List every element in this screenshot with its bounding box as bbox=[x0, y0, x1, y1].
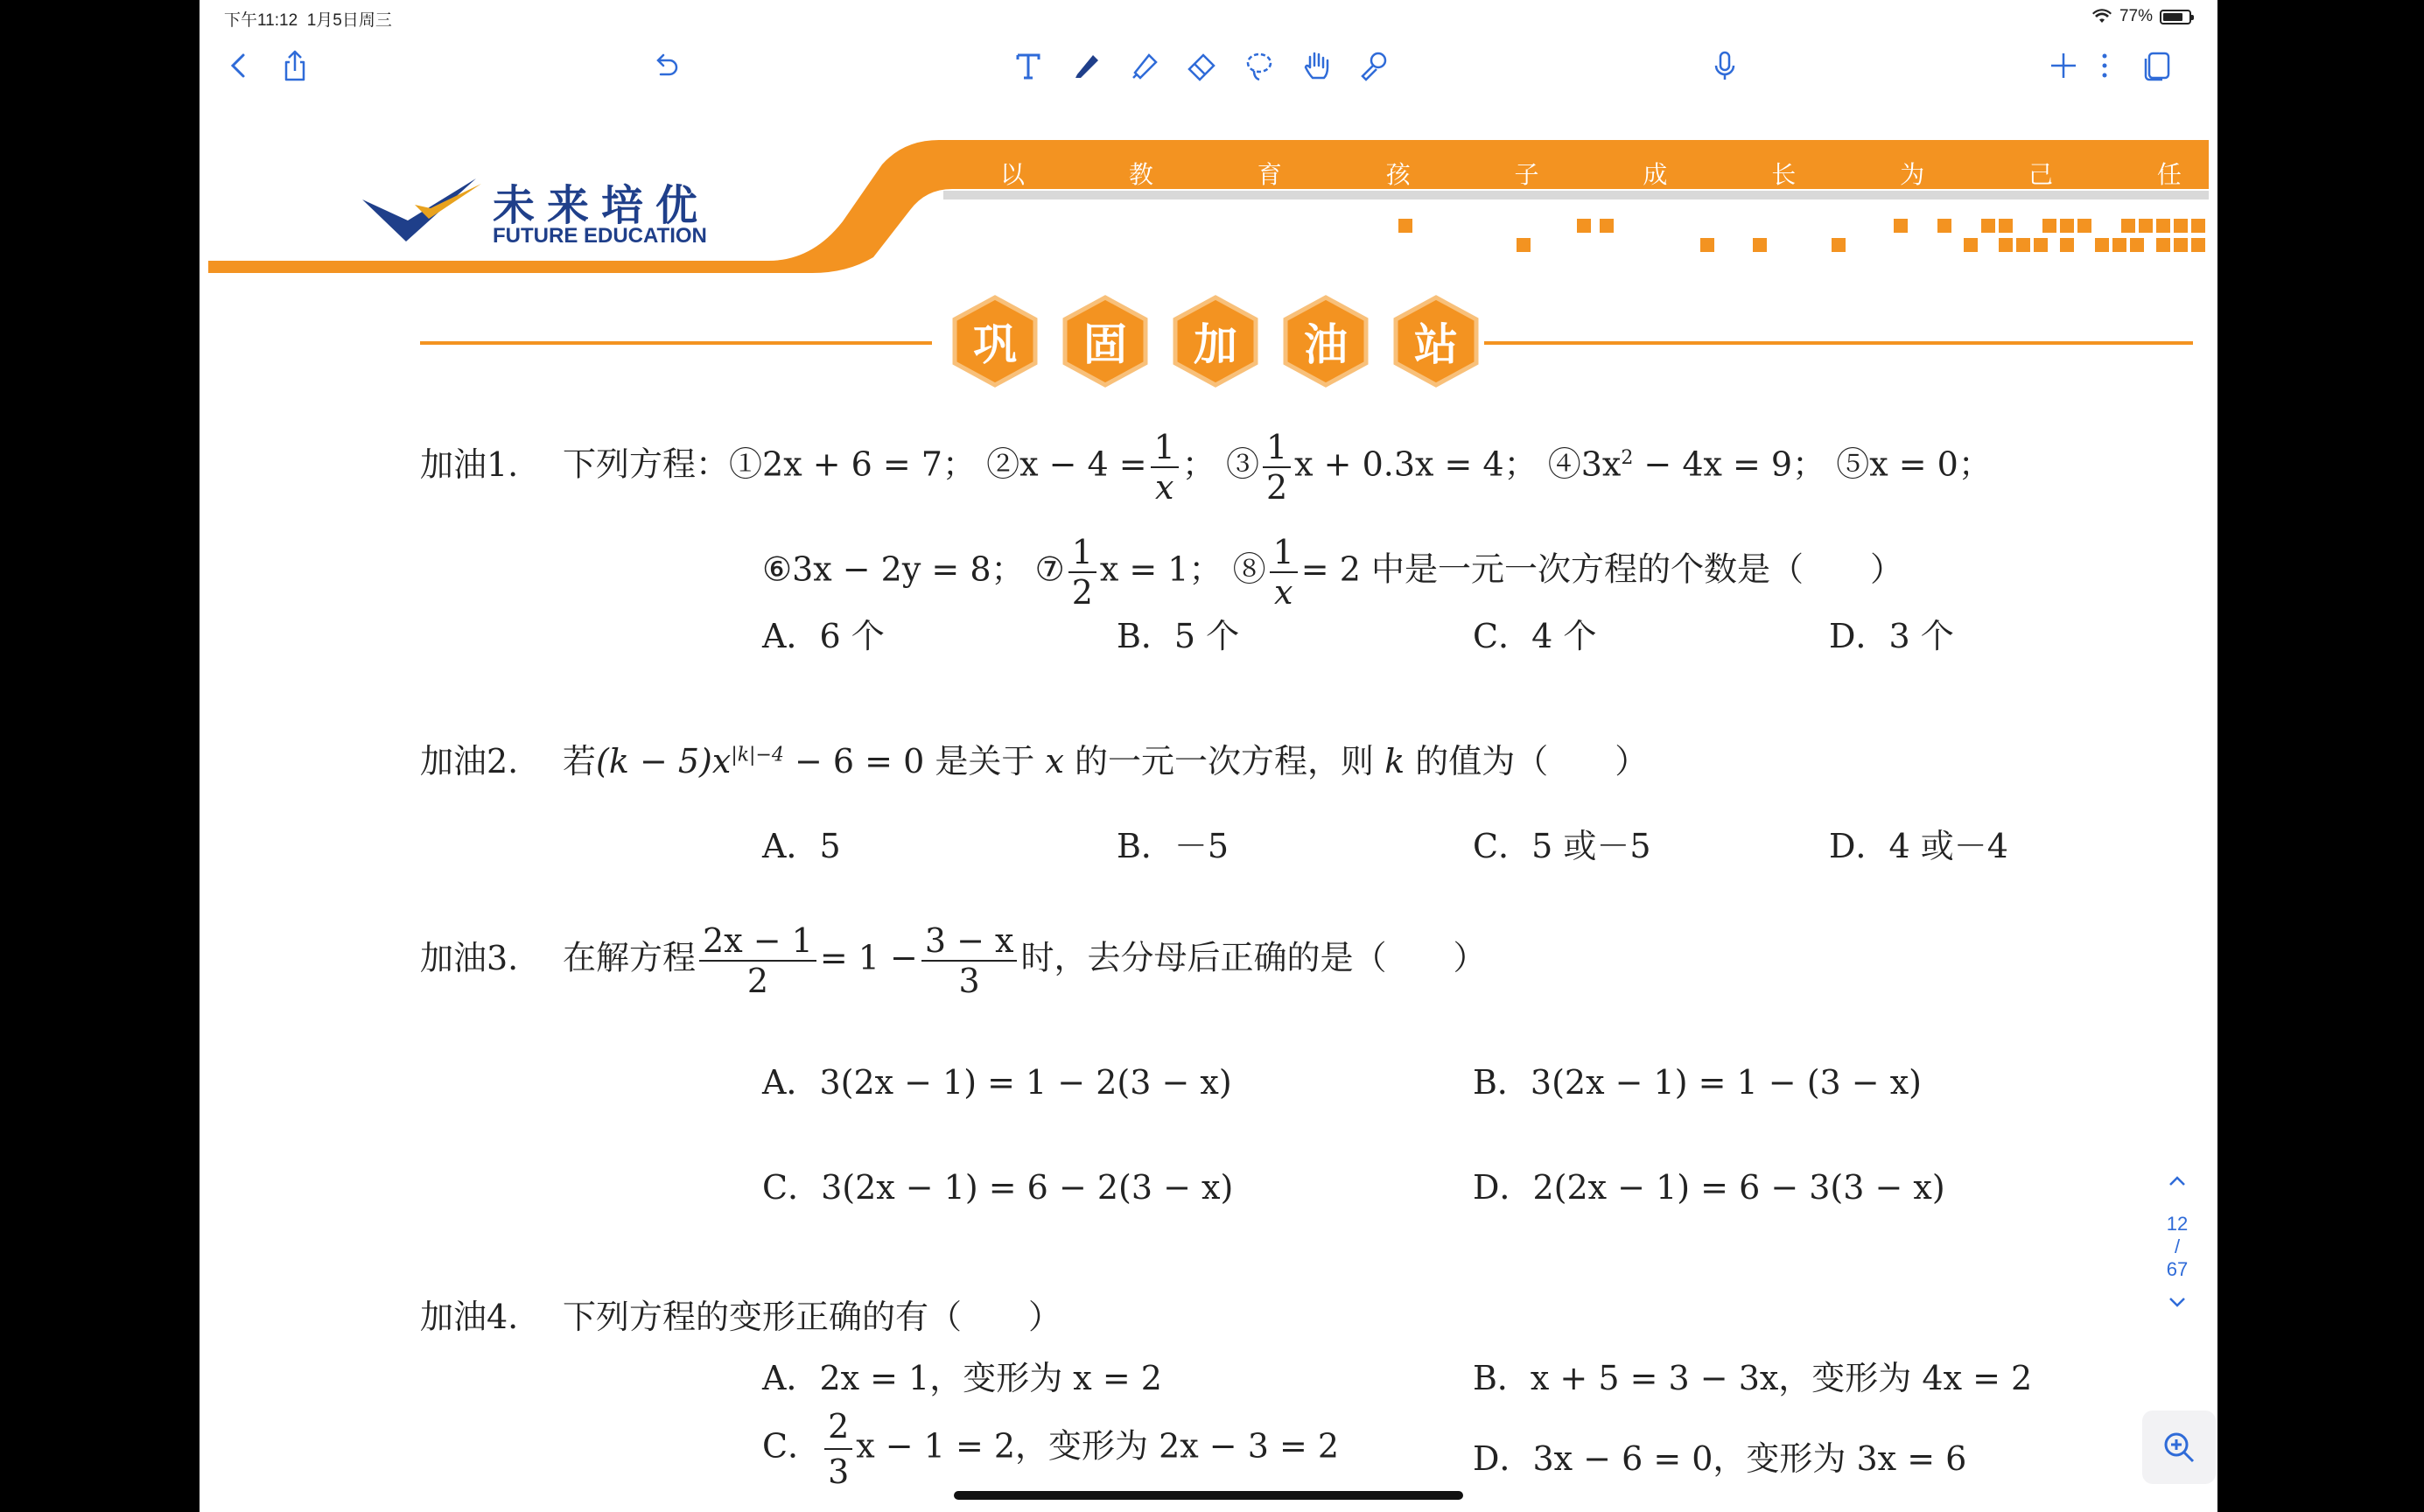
equation: 3x − 2y = 8； bbox=[792, 550, 1025, 589]
item-number: ① bbox=[729, 444, 763, 484]
section-title bbox=[948, 294, 1483, 388]
fraction: $\frac{2x - 1}{2}$ bbox=[699, 924, 816, 998]
status-bar bbox=[200, 0, 2217, 35]
highlighter-tool-button[interactable] bbox=[1120, 42, 1167, 89]
zoom-in-icon bbox=[2160, 1428, 2198, 1466]
add-icon bbox=[2046, 48, 2081, 83]
equation: x = 1； bbox=[1099, 550, 1223, 589]
equation: x bbox=[711, 742, 732, 780]
fraction: $\frac{1}{2}$ bbox=[1263, 430, 1291, 504]
logo-checkmark-icon bbox=[362, 175, 485, 245]
back-button[interactable] bbox=[215, 42, 263, 89]
laser-pointer-button[interactable] bbox=[1351, 42, 1398, 89]
document-page[interactable] bbox=[200, 102, 2217, 1512]
slogan-char: 孩 bbox=[1385, 160, 1411, 189]
section-hex: 油 bbox=[1279, 294, 1373, 388]
equation: 3x bbox=[1580, 444, 1622, 484]
battery-fill bbox=[2163, 13, 2182, 21]
status-right bbox=[2091, 7, 2191, 26]
equation: x + 0.3x = 4； bbox=[1294, 444, 1538, 484]
question-label: 加油3. bbox=[420, 938, 519, 977]
variable: k bbox=[1384, 742, 1405, 780]
fraction: $\frac{1}{2}$ bbox=[1068, 536, 1096, 609]
slogan-char: 为 bbox=[1900, 160, 1925, 189]
option-text: x − 1 = 2，变形为 2x − 3 = 2 bbox=[856, 1426, 1340, 1466]
question-text: 的一元一次方程，则 bbox=[1074, 742, 1374, 780]
option-c bbox=[762, 1407, 1339, 1491]
question-3 bbox=[420, 921, 1487, 1000]
option-b: B．3(2x − 1) = 1 − (3 − x) bbox=[1473, 1063, 1922, 1102]
option-a: A．5 bbox=[762, 827, 841, 865]
section-hex: 固 bbox=[1058, 294, 1152, 388]
microphone-icon bbox=[1707, 48, 1742, 83]
question-text: 若 bbox=[563, 742, 597, 780]
more-button[interactable] bbox=[2081, 42, 2128, 89]
pages-icon bbox=[2140, 48, 2175, 83]
wifi-icon bbox=[2091, 9, 2112, 24]
question-label: 加油4. bbox=[420, 1298, 519, 1336]
option-a: A．2x = 1，变形为 x = 2 bbox=[762, 1359, 1162, 1397]
total-pages: 67 bbox=[2166, 1258, 2189, 1280]
text-tool-icon bbox=[1011, 48, 1046, 83]
option-letter: C． bbox=[762, 1426, 822, 1466]
eraser-tool-icon bbox=[1184, 48, 1219, 83]
question-label: 加油2. bbox=[420, 742, 519, 780]
logo-subtitle: FUTURE EDUCATION bbox=[493, 224, 707, 248]
fraction: $\frac{1}{x}$ bbox=[1151, 430, 1179, 504]
share-button[interactable] bbox=[271, 42, 319, 89]
lasso-tool-button[interactable] bbox=[1236, 42, 1283, 89]
option-d: D．4 或－4 bbox=[1829, 827, 2008, 865]
equation: x = 0； bbox=[1869, 444, 1992, 484]
item-number: ⑥ bbox=[762, 550, 793, 589]
slogan-char: 成 bbox=[1643, 160, 1668, 189]
section-hex: 巩 bbox=[948, 294, 1042, 388]
slogan-char: 子 bbox=[1514, 160, 1539, 189]
text-tool-button[interactable] bbox=[1005, 42, 1052, 89]
option-a: A．3(2x − 1) = 1 − 2(3 − x) bbox=[762, 1063, 1232, 1102]
slogan-char: 长 bbox=[1771, 160, 1797, 189]
option-b: B．－5 bbox=[1117, 827, 1230, 865]
highlighter-tool-icon bbox=[1126, 48, 1161, 83]
fraction: $\frac{2}{3}$ bbox=[824, 1407, 852, 1491]
slogan bbox=[1000, 156, 2182, 191]
option-c: C．5 或－5 bbox=[1473, 827, 1651, 865]
item-number: ⑧ bbox=[1232, 550, 1266, 589]
equation: − 4x = 9； bbox=[1633, 444, 1826, 484]
question-1-line-2 bbox=[762, 533, 1903, 612]
pages-button[interactable] bbox=[2133, 42, 2181, 89]
question-text: 在解方程 bbox=[563, 938, 697, 977]
equation: ； bbox=[1181, 444, 1216, 484]
question-text: 时，去分母后正确的是（ ） bbox=[1020, 938, 1487, 977]
exponent: |k|−4 bbox=[731, 744, 784, 766]
toolbar bbox=[200, 35, 2217, 102]
more-icon bbox=[2087, 48, 2122, 83]
question-text: = 2 中是一元一次方程的个数是（ ） bbox=[1300, 550, 1903, 589]
item-number: ③ bbox=[1225, 444, 1259, 484]
pen-tool-button[interactable] bbox=[1062, 42, 1110, 89]
hand-tool-icon bbox=[1300, 48, 1335, 83]
question-4 bbox=[420, 1300, 1061, 1334]
exponent: 2 bbox=[1621, 446, 1634, 469]
back-icon bbox=[221, 48, 256, 83]
option-b: B．5 个 bbox=[1117, 617, 1240, 655]
fraction: $\frac{1}{x}$ bbox=[1270, 536, 1298, 609]
question-text: 下列方程： bbox=[563, 444, 730, 484]
battery-percent: 77% bbox=[2119, 7, 2153, 25]
page-separator: / bbox=[2174, 1236, 2181, 1257]
section-rule-left bbox=[420, 341, 932, 345]
equation: = 1 − bbox=[819, 938, 918, 977]
fraction: $\frac{3 - x}{3}$ bbox=[921, 924, 1018, 998]
option-d: D．3 个 bbox=[1829, 617, 1954, 655]
zoom-button[interactable] bbox=[2142, 1410, 2216, 1484]
question-text: 下列方程的变形正确的有（ ） bbox=[563, 1298, 1062, 1336]
home-indicator[interactable] bbox=[954, 1491, 1463, 1500]
item-number: ⑤ bbox=[1836, 444, 1870, 484]
page-down-icon[interactable] bbox=[2164, 1293, 2190, 1311]
slogan-char: 育 bbox=[1257, 160, 1282, 189]
equation: (k − 5) bbox=[596, 742, 712, 780]
pen-tool-icon bbox=[1068, 48, 1103, 83]
item-number: ② bbox=[986, 444, 1020, 484]
hand-tool-button[interactable] bbox=[1293, 42, 1341, 89]
status-time: 下午11:12 1月5日周三 bbox=[224, 11, 392, 30]
page-up-icon[interactable] bbox=[2164, 1172, 2190, 1190]
question-1-line-1 bbox=[420, 428, 1992, 507]
add-button[interactable] bbox=[2040, 42, 2087, 89]
section-hex: 站 bbox=[1389, 294, 1483, 388]
eraser-tool-button[interactable] bbox=[1178, 42, 1225, 89]
equation: 2x + 6 = 7； bbox=[762, 444, 976, 484]
undo-button[interactable] bbox=[642, 42, 690, 89]
logo-text: 未来培优 bbox=[493, 181, 711, 230]
option-c: C．3(2x − 1) = 6 − 2(3 − x) bbox=[762, 1168, 1234, 1207]
option-c: C．4 个 bbox=[1473, 617, 1597, 655]
current-page: 12 bbox=[2166, 1213, 2189, 1235]
item-number: ⑦ bbox=[1034, 550, 1065, 589]
question-label: 加油1. bbox=[420, 444, 519, 484]
slogan-char: 己 bbox=[2028, 160, 2054, 189]
item-number: ④ bbox=[1547, 444, 1581, 484]
variable: x bbox=[1045, 742, 1064, 780]
microphone-button[interactable] bbox=[1701, 42, 1748, 89]
option-a: A．6 个 bbox=[762, 617, 885, 655]
equation: x − 4 = bbox=[1019, 444, 1147, 484]
battery-icon bbox=[2160, 10, 2191, 24]
lasso-tool-icon bbox=[1242, 48, 1277, 83]
section-rule-right bbox=[1484, 341, 2193, 345]
share-icon bbox=[277, 48, 312, 83]
option-d: D．2(2x − 1) = 6 − 3(3 − x) bbox=[1473, 1168, 1945, 1207]
question-text: − 6 = 0 是关于 bbox=[783, 742, 1035, 780]
option-d: D．3x − 6 = 0，变形为 3x = 6 bbox=[1473, 1439, 1967, 1478]
question-text: 的值为（ ） bbox=[1415, 742, 1649, 780]
page-navigator bbox=[2151, 1172, 2203, 1316]
slogan-char: 教 bbox=[1128, 160, 1153, 189]
section-hex: 加 bbox=[1168, 294, 1263, 388]
screen bbox=[200, 0, 2217, 1512]
slogan-char: 任 bbox=[2156, 160, 2182, 189]
laser-pointer-icon bbox=[1357, 48, 1392, 83]
undo-icon bbox=[648, 48, 683, 83]
option-b: B．x + 5 = 3 − 3x，变形为 4x = 2 bbox=[1473, 1359, 2033, 1397]
question-2 bbox=[420, 742, 1649, 780]
slogan-char: 以 bbox=[1000, 160, 1026, 189]
